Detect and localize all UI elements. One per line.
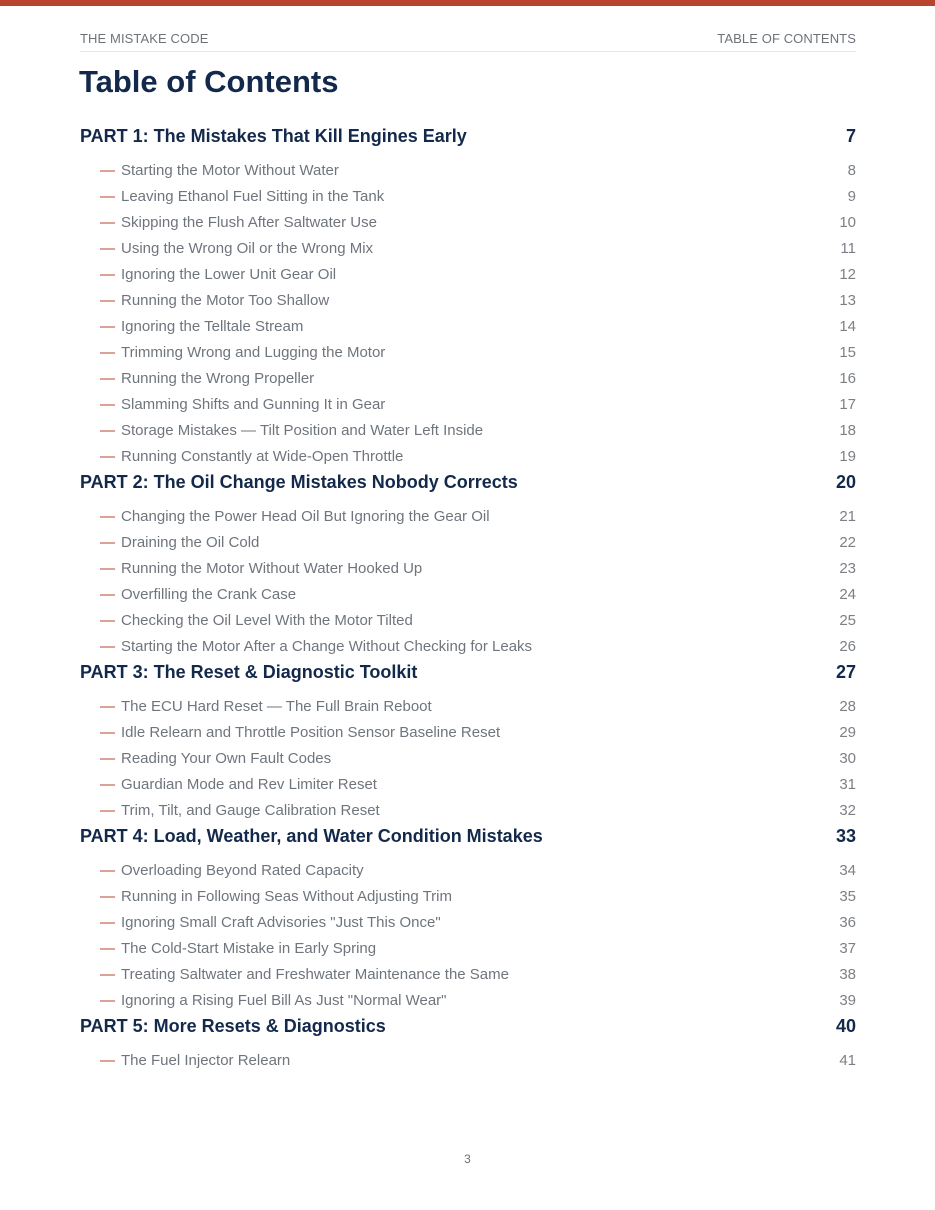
- toc-dash: —: [100, 534, 115, 551]
- toc-chapter-page: 38: [839, 966, 856, 983]
- toc-dash: —: [100, 776, 115, 793]
- toc-chapter-entry[interactable]: [80, 962, 856, 988]
- toc-chapter-label: [100, 418, 483, 444]
- toc-chapter-label: [100, 262, 336, 288]
- toc-part-title: PART 3: The Reset & Diagnostic Toolkit: [80, 662, 418, 682]
- toc-part: [80, 824, 856, 1014]
- toc-chapter-label: [100, 210, 377, 236]
- toc-chapter-entry[interactable]: [80, 314, 856, 340]
- toc-chapter-label: [100, 936, 376, 962]
- toc-chapter-entry[interactable]: [80, 530, 856, 556]
- toc-chapter-entry[interactable]: [80, 772, 856, 798]
- toc-part-heading[interactable]: [80, 824, 856, 848]
- toc-chapter-title: Running the Motor Without Water Hooked Up: [121, 560, 423, 577]
- toc-chapter-label: [100, 366, 314, 392]
- toc-part-page: 7: [845, 126, 856, 146]
- toc-chapter-title: Slamming Shifts and Gunning It in Gear: [121, 396, 386, 413]
- toc-chapter-label: [100, 444, 403, 470]
- toc-chapter-title: Running the Wrong Propeller: [121, 370, 315, 387]
- toc-chapter-label: [100, 608, 413, 634]
- toc-chapter-label: [100, 556, 422, 582]
- toc-chapter-page: 39: [839, 992, 856, 1009]
- toc-chapter-label: [100, 340, 385, 366]
- toc-dash: —: [100, 638, 115, 655]
- toc-chapter-entry[interactable]: [80, 444, 856, 470]
- toc-chapter-label: [100, 288, 329, 314]
- toc-chapter-page: 31: [839, 776, 856, 793]
- toc-chapter-title: Trim, Tilt, and Gauge Calibration Reset: [121, 802, 380, 819]
- toc-dash: —: [100, 724, 115, 741]
- page-title: Table of Contents: [79, 64, 339, 99]
- toc-dash: —: [100, 370, 115, 387]
- toc-chapter-entry[interactable]: [80, 694, 856, 720]
- toc-chapter-entry[interactable]: [80, 236, 856, 262]
- toc-chapter-entry[interactable]: [80, 910, 856, 936]
- toc-chapter-entry[interactable]: [80, 936, 856, 962]
- toc-dash: —: [100, 586, 115, 603]
- toc-chapter-entry[interactable]: [80, 262, 856, 288]
- toc-dash: —: [100, 862, 115, 879]
- toc-chapter-label: [100, 1048, 290, 1074]
- toc-part: [80, 470, 856, 660]
- toc-chapter-title: Ignoring a Rising Fuel Bill As Just "Normal Wear": [121, 992, 447, 1009]
- toc-chapter-title: Overloading Beyond Rated Capacity: [121, 862, 364, 879]
- toc-chapter-title: Treating Saltwater and Freshwater Maintenance the Same: [121, 966, 509, 983]
- toc-chapter-title: Draining the Oil Cold: [121, 534, 260, 551]
- toc-chapter-title: Overfilling the Crank Case: [121, 586, 297, 603]
- toc-chapter-title: The ECU Hard Reset — The Full Brain Reboot: [121, 698, 432, 715]
- toc-chapter-page: 12: [839, 266, 856, 283]
- toc-chapter-title: Reading Your Own Fault Codes: [121, 750, 332, 767]
- toc-chapter-page: 23: [839, 560, 856, 577]
- toc-part: [80, 660, 856, 824]
- page-number: 3: [464, 1152, 471, 1166]
- toc-part-heading[interactable]: [80, 470, 856, 494]
- toc-dash: —: [100, 698, 115, 715]
- toc-chapter-page: 21: [839, 508, 856, 525]
- toc-chapter-page: 9: [847, 188, 856, 205]
- toc-chapter-page: 35: [839, 888, 856, 905]
- toc-dash: —: [100, 396, 115, 413]
- toc-chapter-title: Using the Wrong Oil or the Wrong Mix: [121, 240, 374, 257]
- toc-part: [80, 124, 856, 470]
- toc-dash: —: [100, 448, 115, 465]
- toc-chapter-entry[interactable]: [80, 556, 856, 582]
- toc-chapter-label: [100, 314, 303, 340]
- toc-chapter-page: 34: [839, 862, 856, 879]
- toc-chapter-title: Checking the Oil Level With the Motor Tilted: [121, 612, 413, 629]
- toc-chapter-page: 10: [839, 214, 856, 231]
- toc-chapter-entry[interactable]: [80, 392, 856, 418]
- header-book-title: THE MISTAKE CODE: [80, 31, 209, 46]
- toc-chapter-title: The Cold-Start Mistake in Early Spring: [121, 940, 377, 957]
- toc-chapter-entry[interactable]: [80, 582, 856, 608]
- toc-dash: —: [100, 240, 115, 257]
- toc-chapter-page: 25: [839, 612, 856, 629]
- toc-part: [80, 1014, 856, 1074]
- toc-chapter-page: 13: [839, 292, 856, 309]
- toc-dash: —: [100, 422, 115, 439]
- toc-chapter-label: [100, 772, 377, 798]
- toc-chapter-title: Idle Relearn and Throttle Position Sensor Baseline Reset: [121, 724, 501, 741]
- toc-chapter-entry[interactable]: [80, 634, 856, 660]
- toc-chapter-label: [100, 720, 500, 746]
- toc-chapter-page: 22: [839, 534, 856, 551]
- toc-dash: —: [100, 214, 115, 231]
- toc-chapter-label: [100, 392, 385, 418]
- toc-chapter-page: 17: [839, 396, 856, 413]
- header-section-title: TABLE OF CONTENTS: [717, 31, 856, 46]
- toc-part-title: PART 5: More Resets & Diagnostics: [80, 1016, 386, 1036]
- toc-chapter-label: [100, 694, 432, 720]
- toc-chapter-entry[interactable]: [80, 366, 856, 392]
- toc-chapter-title: The Fuel Injector Relearn: [121, 1052, 291, 1069]
- toc-chapter-page: 32: [839, 802, 856, 819]
- toc-chapter-entry[interactable]: [80, 158, 856, 184]
- toc-part-heading[interactable]: [80, 1014, 856, 1038]
- toc-dash: —: [100, 914, 115, 931]
- toc-dash: —: [100, 966, 115, 983]
- toc-part-page: 27: [835, 662, 856, 682]
- toc-dash: —: [100, 508, 115, 525]
- toc-chapter-entry[interactable]: [80, 1048, 856, 1074]
- toc-dash: —: [100, 888, 115, 905]
- toc-chapter-entry[interactable]: [80, 504, 856, 530]
- toc-chapter-label: [100, 184, 384, 210]
- toc-chapter-label: [100, 988, 447, 1014]
- toc-part-title: PART 2: The Oil Change Mistakes Nobody Corrects: [80, 472, 518, 492]
- toc-dash: —: [100, 162, 115, 179]
- toc-dash: —: [100, 560, 115, 577]
- toc-chapter-entry[interactable]: [80, 608, 856, 634]
- toc-chapter-entry[interactable]: [80, 798, 856, 824]
- toc-dash: —: [100, 344, 115, 361]
- toc-chapter-title: Running the Motor Too Shallow: [121, 292, 330, 309]
- toc-chapter-title: Storage Mistakes — Tilt Position and Water Left Inside: [121, 422, 484, 439]
- toc-chapter-label: [100, 798, 380, 824]
- toc-chapter-entry[interactable]: [80, 288, 856, 314]
- toc-chapter-entry[interactable]: [80, 418, 856, 444]
- toc-chapter-page: 37: [839, 940, 856, 957]
- toc-part-heading[interactable]: [80, 660, 856, 684]
- toc-dash: —: [100, 1052, 115, 1069]
- toc-chapter-page: 19: [839, 448, 856, 465]
- toc-chapter-page: 29: [839, 724, 856, 741]
- toc-chapter-page: 18: [839, 422, 856, 439]
- toc-chapter-page: 30: [839, 750, 856, 767]
- toc-part-title: PART 4: Load, Weather, and Water Condition Mistakes: [80, 826, 543, 846]
- toc-dash: —: [100, 188, 115, 205]
- toc-chapter-page: 28: [839, 698, 856, 715]
- toc-dash: —: [100, 802, 115, 819]
- toc-chapter-label: [100, 884, 452, 910]
- toc-chapter-label: [100, 504, 490, 530]
- toc-chapter-page: 8: [847, 162, 856, 179]
- toc-part-page: 33: [835, 826, 856, 846]
- toc-chapter-page: 15: [839, 344, 856, 361]
- toc-chapter-entry[interactable]: [80, 340, 856, 366]
- toc-chapter-entry[interactable]: [80, 210, 856, 236]
- toc-chapter-page: 41: [839, 1052, 856, 1069]
- toc-chapter-entry[interactable]: [80, 884, 856, 910]
- toc-dash: —: [100, 292, 115, 309]
- toc-part-page: 20: [835, 472, 856, 492]
- toc-chapter-title: Leaving Ethanol Fuel Sitting in the Tank: [121, 188, 385, 205]
- toc-chapter-title: Running in Following Seas Without Adjusting Trim: [121, 888, 452, 905]
- toc-chapter-title: Trimming Wrong and Lugging the Motor: [121, 344, 386, 361]
- toc-chapter-label: [100, 858, 364, 884]
- toc-dash: —: [100, 266, 115, 283]
- toc-chapter-label: [100, 158, 339, 184]
- toc-dash: —: [100, 318, 115, 335]
- toc-dash: —: [100, 612, 115, 629]
- toc-chapter-page: 11: [840, 240, 856, 257]
- table-of-contents: [80, 124, 856, 1074]
- toc-chapter-page: 16: [839, 370, 856, 387]
- toc-chapter-title: Ignoring the Lower Unit Gear Oil: [121, 266, 337, 283]
- toc-chapter-entry[interactable]: [80, 858, 856, 884]
- toc-chapter-label: [100, 530, 259, 556]
- toc-chapter-title: Starting the Motor After a Change Without Checking for Leaks: [121, 638, 533, 655]
- toc-chapter-label: [100, 236, 373, 262]
- toc-part-heading[interactable]: [80, 124, 856, 148]
- toc-chapter-entry[interactable]: [80, 988, 856, 1014]
- toc-dash: —: [100, 750, 115, 767]
- toc-dash: —: [100, 940, 115, 957]
- toc-chapter-entry[interactable]: [80, 720, 856, 746]
- toc-chapter-page: 24: [839, 586, 856, 603]
- toc-chapter-page: 36: [839, 914, 856, 931]
- toc-chapter-title: Ignoring the Telltale Stream: [121, 318, 304, 335]
- toc-chapter-title: Skipping the Flush After Saltwater Use: [121, 214, 377, 231]
- toc-chapter-label: [100, 582, 296, 608]
- toc-chapter-label: [100, 746, 331, 772]
- toc-chapter-title: Guardian Mode and Rev Limiter Reset: [121, 776, 377, 793]
- toc-chapter-title: Changing the Power Head Oil But Ignoring the Gear Oil: [121, 508, 490, 525]
- top-accent-bar: [0, 0, 935, 6]
- toc-dash: —: [100, 992, 115, 1009]
- toc-chapter-page: 14: [839, 318, 856, 335]
- toc-chapter-page: 26: [839, 638, 856, 655]
- toc-chapter-label: [100, 962, 509, 988]
- toc-chapter-label: [100, 634, 532, 660]
- toc-chapter-entry[interactable]: [80, 746, 856, 772]
- toc-chapter-title: Starting the Motor Without Water: [121, 162, 339, 179]
- toc-chapter-label: [100, 910, 441, 936]
- toc-part-page: 40: [835, 1016, 856, 1036]
- toc-chapter-title: Running Constantly at Wide-Open Throttle: [121, 448, 404, 465]
- toc-chapter-title: Ignoring Small Craft Advisories "Just This Once": [121, 914, 441, 931]
- toc-chapter-entry[interactable]: [80, 184, 856, 210]
- running-header: [80, 31, 856, 52]
- toc-part-title: PART 1: The Mistakes That Kill Engines Early: [80, 126, 467, 146]
